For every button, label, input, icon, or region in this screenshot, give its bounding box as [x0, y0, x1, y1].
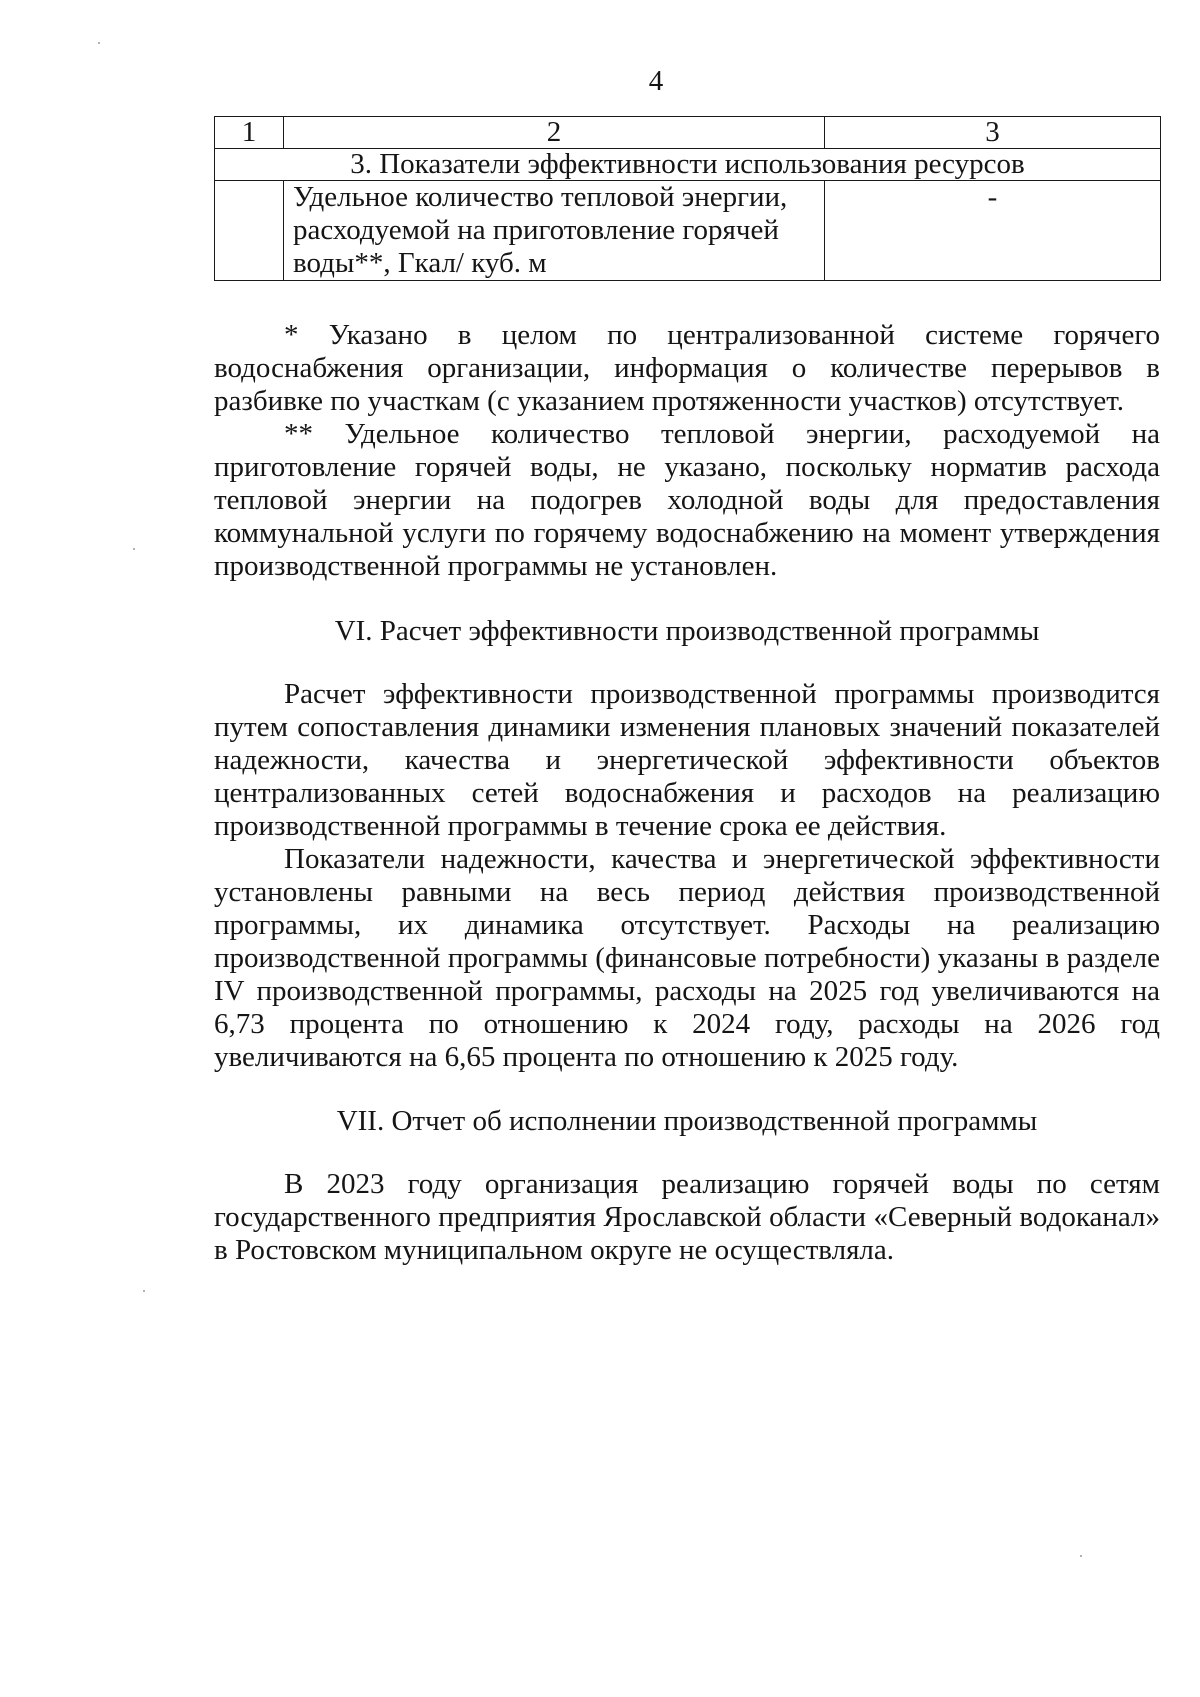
table-header-cell: 3: [825, 117, 1161, 149]
scan-speck: [143, 1290, 145, 1292]
table-cell-number: [215, 181, 284, 281]
page-number: 4: [648, 65, 664, 97]
table-cell-indicator-value: -: [825, 181, 1161, 281]
section-vi-title: VI. Расчет эффективности производственной программы: [334, 615, 1040, 647]
scan-speck: [98, 42, 100, 44]
footnotes: [214, 319, 1160, 583]
footnote-single-asterisk: * Указано в целом по централизованной системе горячего водоснабжения организации, информация о количестве перерывов в разбивке по участкам (с указанием протяженности участков) отсутствует.: [214, 319, 1160, 417]
table-header-cell: 1: [215, 117, 284, 149]
table-section-row: [215, 149, 1161, 181]
table-header-cell: 2: [284, 117, 825, 149]
section-vi-paragraph: Расчет эффективности производственной программы производится путем сопоставления динамики изменения плановых значений показателей надежности, качества и энергетической эффективности объектов централизованных сетей водоснабжения и расходов на реализацию производственной программы в течение срока ее действия.: [214, 678, 1160, 842]
table-header-row: [215, 117, 1161, 149]
section-vii-body: [214, 1168, 1160, 1267]
table-row: [215, 181, 1161, 281]
table-cell-indicator-name: Удельное количество тепловой энергии, расходуемой на приготовление горячей воды**, Гкал/ куб. м: [284, 181, 825, 281]
section-vii-paragraph: В 2023 году организация реализацию горячей воды по сетям государственного предприятия Ярославской области «Северный водоканал» в Ростовском муниципальном округе не осуществляла.: [214, 1168, 1160, 1266]
scan-speck: [133, 548, 135, 550]
section-vi-body: [214, 678, 1160, 1074]
indicators-table: [214, 116, 1161, 281]
scan-speck: [1080, 1555, 1082, 1557]
section-vi-paragraph: Показатели надежности, качества и энергетической эффективности установлены равными на весь период действия производственной программы, их динамика отсутствует. Расходы на реализацию производственной программы (финансовые потребности) указаны в разделе IV производственной программы, расходы на 2025 год увеличиваются на 6,73 процента по отношению к 2024 году, расходы на 2026 год увеличиваются на 6,65 процента по отношению к 2025 году.: [214, 843, 1160, 1073]
footnote-double-asterisk: ** Удельное количество тепловой энергии, расходуемой на приготовление горячей воды, не указано, поскольку норматив расхода тепловой энергии на подогрев холодной воды для предоставления коммунальной услуги по горячему водоснабжению на момент утверждения производственной программы не установлен.: [214, 418, 1160, 582]
section-vii-title: VII. Отчет об исполнении производственной программы: [336, 1105, 1038, 1137]
table-section-title: 3. Показатели эффективности использования ресурсов: [215, 149, 1161, 181]
